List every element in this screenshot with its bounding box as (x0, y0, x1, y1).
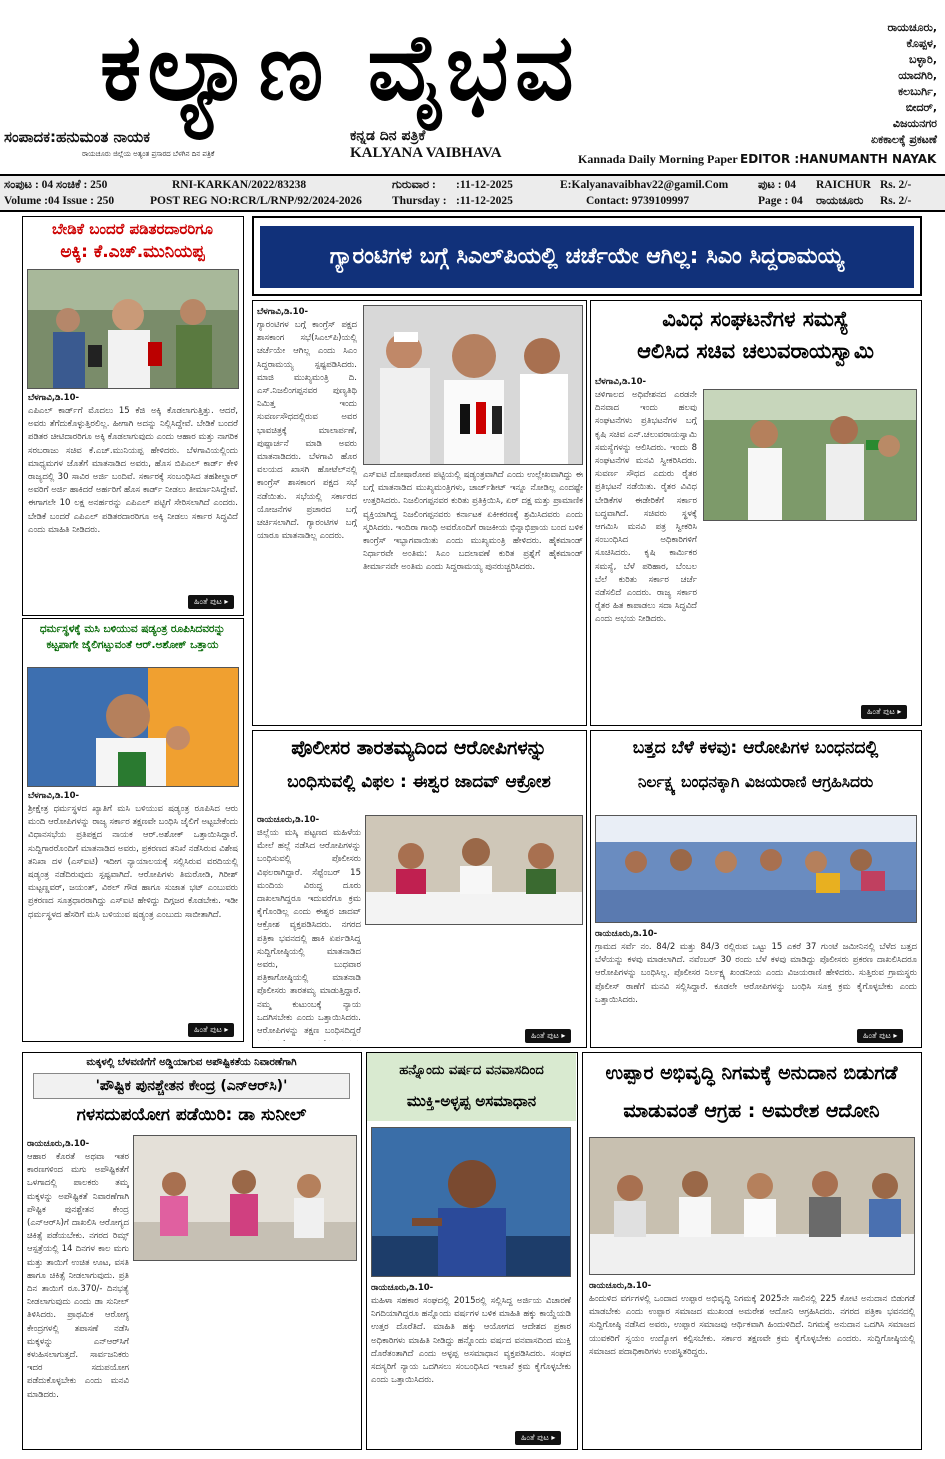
daily-label-english: KALYANA VAIBHAVA (350, 145, 502, 161)
editor-name-english: EDITOR :HANUMANTH NAYAK (740, 152, 937, 166)
article-body: ಶ್ರೀಕ್ಷೇತ್ರ ಧರ್ಮಸ್ಥಳದ ಖ್ಯಾತಿಗೆ ಮಸಿ ಬಳಿಯುವ ಷಡ್ಯಂತ್ರ ರೂಪಿಸಿದ ಆರು ಮಂದಿ ಆರೋಪಿಗಳನ್ನು ರಾಜ್ಯ ಸರ್ಕಾರ ತಕ್ಷಣವೇ ಬಂಧಿಸಿ ಜೈಲಿಗೆ ಅಟ್ಟಬೇಕೆಂದು ವಿಧಾನಸಭೆಯ ಪ್ರತಿಪಕ್ಷದ ನಾಯಕ ಆರ್.ಅಶೋಕ್ ಒತ್ತಾಯಿಸಿದ್ದಾರೆ. ಸುದ್ದಿಗಾರರೊಂದಿಗೆ ಮಾತನಾಡಿದ ಅವರು, ಪ್ರಕರಣದ ತನಿಖೆ ನಡೆಸಿರುವ ವಿಶೇಷ ತನಿಖಾ ದಳ (ಎಸ್‌ಐಟಿ) ಇದೀಗ ನ್ಯಾಯಾಲಯಕ್ಕೆ ಸಲ್ಲಿಸಿರುವ ವರದಿಯಲ್ಲಿ ಷಡ್ಯಂತ್ರ ನಡೆದಿರುವುದು ಸ್ಪಷ್ಟವಾಗಿದೆ. ಆರೋಪಿಗಳು ತಿಮರೋಡಿ, ಗಿರೀಶ್ ಮಟ್ಟಣ್ಣವರ್, ಜಯಂತ್, ವಿಠಲ್ ಗೌಡ ಹಾಗೂ ಸುಜಾತ ಭಟ್ ಎಂಬುವರು ಪ್ರಕರಣದ ಸೂತ್ರಧಾರರಾಗಿದ್ದು ಎಸ್‌ಐಟಿ ಹೇಳಿದ್ದು ದಿಗ್ಗಜರ ಕೊಡಬೇಕು. ಇಡೀ ಧರ್ಮಸ್ಥಳದ ಹೆಸರಿಗೆ ಮಸಿ ಬಳಿಯುವ ಷಡ್ಯಂತ್ರ ಎಂಬುದು ಸಾಬೀತಾಗಿದೆ. (28, 804, 238, 920)
volume-english: Volume :04 Issue : 250 (4, 195, 115, 207)
district-item: ಕಲಬುರ್ಗಿ, (898, 85, 937, 98)
continued-marker: ಹಿಂತೆ ಪುಟ ▸ (188, 1023, 234, 1037)
district-item: ಕೊಪ್ಪಳ, (906, 37, 937, 50)
continued-marker: ಹಿಂತೆ ಪುಟ ▸ (861, 705, 907, 719)
day-english: Thursday : (392, 195, 447, 207)
article-nrc (22, 1052, 362, 1450)
info-strip (0, 174, 945, 212)
page-kannada: ಪುಟ : 04 (758, 179, 796, 191)
headline-line: ಅಕ್ಕಿ: ಕೆ.ಎಚ್.ಮುನಿಯಪ್ಪ (60, 242, 205, 262)
district-item: ವಿಜಯನಗರ (892, 117, 937, 130)
dateline: ಬೆಳಗಾವಿ,ಡಿ.10- (28, 393, 80, 403)
headline-line: ಧರ್ಮಸ್ಥಳಕ್ಕೆ ಮಸಿ ಬಳಿಯುವ ಷಡ್ಯಂತ್ರ ರೂಪಿಸಿದವರನ್ನು (39, 623, 226, 635)
speaker-image (372, 1128, 571, 1277)
health-centre-image (134, 1136, 357, 1261)
speaker-image (28, 668, 239, 787)
district-item: ಬಳ್ಳಾರಿ, (909, 53, 937, 66)
city-kannada: ರಾಯಚೂರು (816, 195, 864, 207)
dateline: ರಾಯಚೂರು,ಡಿ.10- (589, 1281, 652, 1291)
photo-ashok (27, 667, 239, 787)
email: E:Kalyanavaibhav22@gamil.Com (560, 179, 729, 191)
headline-line: ಹನ್ನೊಂದು ವರ್ಷದ ವನವಾಸದಿಂದ (399, 1063, 544, 1078)
continued-marker: ಹಿಂತೆ ಪುಟ ▸ (515, 1431, 561, 1445)
city-english: RAICHUR (816, 179, 871, 191)
article-siddaramaiah (252, 300, 587, 726)
dateline: ರಾಯಚೂರು,ಡಿ.10- (257, 815, 320, 825)
article-ashok (22, 618, 244, 1042)
article-body: ಜಿಲ್ಲೆಯ ಮಸ್ಕಿ ಪಟ್ಟಣದ ಮಹಿಳೆಯ ಮೇಲೆ ಹಲ್ಲೆ ನಡೆಸಿದ ಆರೋಪಿಗಳನ್ನು ಬಂಧಿಸುವಲ್ಲಿ ಪೊಲೀಸರು ವಿಫಲರಾಗಿದ್ದಾರೆ. ಸೆಪ್ಟೆಂಬರ್ 15 ಮಂದಿಯ ವಿರುದ್ಧ ದೂರು ದಾಖಲಾಗಿದ್ದರೂ ಇದುವರೆಗೂ ಕ್ರಮ ಕೈಗೊಂಡಿಲ್ಲ ಎಂದು ಈಶ್ವರ ಜಾದವ್ ಆಕ್ರೋಶ ವ್ಯಕ್ತಪಡಿಸಿದರು. ನಗರದ ಪತ್ರಿಕಾ ಭವನದಲ್ಲಿ ಹಾಕಿ ಏರ್ಪಡಿಸಿದ್ದ ಸುದ್ದಿಗೋಷ್ಠಿಯಲ್ಲಿ ಮಾತನಾಡಿದ ಅವರು, ಬುಧವಾರ ಪತ್ರಿಕಾಗೋಷ್ಠಿಯಲ್ಲಿ ಮಾತನಾಡಿ ಪೊಲೀಸರು ತಾರತಮ್ಯ ಮಾಡುತ್ತಿದ್ದಾರೆ. ನಮ್ಮ ಕುಟುಂಬಕ್ಕೆ ನ್ಯಾಯ ಒದಗಿಸಬೇಕು ಎಂದು ಒತ್ತಾಯಿಸಿದರು. ಆರೋಪಿಗಳನ್ನು ತಕ್ಷಣ ಬಂಧಿಸದಿದ್ದರೆ (257, 828, 361, 1037)
dateline: ಬೆಳಗಾವಿ,ಡಿ.10- (257, 307, 309, 317)
panel-press-image (590, 1138, 915, 1275)
photo-nrc (133, 1135, 357, 1261)
headline-line: ಗಳಸದುಪಯೋಗ ಪಡೆಯಿರಿ: ಡಾ ಸುನೀಲ್ (76, 1105, 307, 1125)
date-kannada: :11-12-2025 (456, 179, 513, 191)
headline-line: ನಿರ್ಲಕ್ಷ್ಯ ಬಂಧನಕ್ಕಾಗಿ ವಿಜಯರಾಣಿ ಆಗ್ರಹಿಸಿದರು (637, 773, 874, 791)
paper-title: ಕಲ್ಯಾಣ ವೈಭವ (100, 14, 580, 121)
masthead (0, 0, 945, 170)
headline-line: ವಿವಿಧ ಸಂಘಟನೆಗಳ ಸಮಸ್ಯೆ (662, 307, 849, 331)
postal-reg: POST REG NO:RCR/L/RNP/92/2024-2026 (150, 195, 362, 207)
article-body: ಗ್ಯಾರಂಟಿಗಳ ಬಗ್ಗೆ ಕಾಂಗ್ರೆಸ್ ಪಕ್ಷದ ಶಾಸಕಾಂಗ ಸಭೆ(ಸಿಎಲ್‌ಪಿ)ಯಲ್ಲಿ ಚರ್ಚೆಯೇ ಆಗಿಲ್ಲ ಎಂದು ಸಿಎಂ ಸಿದ್ದರಾಮಯ್ಯ ಸ್ಪಷ್ಟಪಡಿಸಿದರು. ಮಾಜಿ ಮುಖ್ಯಮಂತ್ರಿ ದಿ. ಎಸ್.ನಿಜಲಿಂಗಪ್ಪನವರ ಪುಣ್ಯತಿಥಿ ನಿಮಿತ್ತ ಇಂದು ಸುವರ್ಣಸೌಧದಲ್ಲಿರುವ ಅವರ ಭಾವಚಿತ್ರಕ್ಕೆ ಮಾಲಾರ್ಪಣೆ, ಪುಷ್ಪಾರ್ಚನೆ ಮಾಡಿ ಅವರು ಮಾತನಾಡಿದರು. ಬೆಳಗಾವಿ ಹೊರ ವಲಯದ ಖಾಸಗಿ ಹೋಟೆಲ್‌ನಲ್ಲಿ ಕಾಂಗ್ರೆಸ್ ಶಾಸಕಾಂಗ ಪಕ್ಷದ ಸಭೆ ನಡೆಯಿತು. ಸಭೆಯಲ್ಲಿ ಸರ್ಕಾರದ ಯೋಜನೆಗಳ ಪ್ರಚಾರದ ಬಗ್ಗೆ ಚರ್ಚಿಸಲಾಗಿದೆ. ಗ್ಯಾರಂಟಿಗಳ ಬಗ್ಗೆ ಯಾರೂ ಮಾತನಾಡಿಲ್ಲ ಎಂದರು. (257, 320, 357, 542)
rni-number: RNI-KARKAN/2022/83238 (172, 179, 307, 191)
headline-line: ಬೇಡಿಕೆ ಬಂದರೆ ಪಡಿತರದಾರರಿಗೂ (52, 220, 213, 238)
lead-headline: ಗ್ಯಾರಂಟಿಗಳ ಬಗ್ಗೆ ಸಿಎಲ್‌ಪಿಯಲ್ಲಿ ಚರ್ಚೆಯೇ ಆಗಿಲ್ಲ: ಸಿಎಂ ಸಿದ್ದರಾಮಯ್ಯ (260, 226, 914, 288)
district-item: ರಾಯಚೂರು, (887, 21, 937, 34)
page-english: Page : 04 (758, 195, 803, 207)
article-allappa (366, 1052, 578, 1450)
group-press-image (596, 816, 917, 923)
price: Rs. 2/- (880, 195, 912, 207)
lead-headline-box (252, 216, 922, 296)
district-item: ಯಾದಗಿರಿ, (898, 69, 937, 82)
photo-siddaramaiah (363, 305, 583, 465)
headline-line: ಬತ್ತದ ಬೆಳೆ ಕಳವು: ಆರೋಪಿಗಳ ಬಂಧನದಲ್ಲಿ (632, 738, 879, 758)
contact: Contact: 9739109997 (586, 195, 690, 207)
photo-chaluvarayaswamy (703, 389, 917, 521)
headline-line: ಆಲಿಸಿದ ಸಚಿವ ಚಲುವರಾಯಸ್ವಾಮಿ (637, 339, 874, 363)
headline-line: 'ಪೌಷ್ಟಿಕ ಪುನಶ್ಚೇತನ ಕೇಂದ್ರ (ಎನ್‌ಆರ್‌ಸಿ)' (33, 1073, 350, 1099)
district-item: ಬೀದರ್, (905, 101, 937, 114)
headline-line: ಮುಕ್ತಿ-ಅಳ್ಳಪ್ಪ ಅಸಮಾಧಾನ (406, 1092, 537, 1110)
dateline: ರಾಯಚೂರು,ಡಿ.10- (595, 929, 658, 939)
article-body: ಮಹಿಳಾ ಸಹಕಾರ ಸಂಘದಲ್ಲಿ 2015ರಲ್ಲಿ ಸಲ್ಲಿಸಿದ್ದ ಅರ್ಜಿಯ ವಿಚಾರಣೆ ನಿಗದಿಯಾಗಿದ್ದರೂ ಹನ್ನೊಂದು ವರ್ಷಗಳ ಬಳಿಕ ಮಾಹಿತಿ ಹಕ್ಕು ಕಾಯ್ದೆಯಡಿ ಉತ್ತರ ದೊರೆತಿದೆ. ಮಾಹಿತಿ ಹಕ್ಕು ಆಯೋಗದ ಆದೇಶದ ಪ್ರಕಾರ ಅಧಿಕಾರಿಗಳು ಮಾಹಿತಿ ನೀಡಿದ್ದು ಹನ್ನೊಂದು ವರ್ಷದ ವನವಾಸದಿಂದ ಮುಕ್ತಿ ದೊರೆತಂತಾಗಿದೆ ಎಂದು ಅಳ್ಳಪ್ಪ ಅಸಮಾಧಾನ ವ್ಯಕ್ತಪಡಿಸಿದರು. ಸಂಘದ ಸದಸ್ಯರಿಗೆ ನ್ಯಾಯ ಒದಗಿಸಲು ಸಂಬಂಧಿಸಿದ ಇಲಾಖೆ ಕ್ರಮ ಕೈಗೊಳ್ಳಬೇಕು ಎಂದು ಒತ್ತಾಯಿಸಿದರು. (371, 1296, 571, 1386)
date-english: :11-12-2025 (456, 195, 513, 207)
district-item: ಏಕಕಾಲಕ್ಕೆ ಪ್ರಕಟಣೆ (871, 133, 937, 146)
press-crowd-image (28, 270, 239, 389)
volume-kannada: ಸಂಪುಟ : 04 ಸಂಚಿಕೆ : 250 (4, 179, 108, 191)
photo-muniyappa (27, 269, 239, 389)
article-eshwar (252, 730, 587, 1048)
article-body: ಗ್ರಾಮದ ಸರ್ವೆ ನಂ. 84/2 ಮತ್ತು 84/3 ರಲ್ಲಿರುವ ಒಟ್ಟು 15 ಎಕರೆ 37 ಗುಂಟೆ ಜಮೀನಿನಲ್ಲಿ ಬೆಳೆದ ಬತ್ತದ ಬೆಳೆಯನ್ನು ಕಳವು ಮಾಡಲಾಗಿದೆ. ನವೆಂಬರ್ 30 ರಂದು ಬೆಳೆ ಕಳವು ಮಾಡಿದ್ದು ಪೊಲೀಸರು ಪ್ರಕರಣ ದಾಖಲಿಸಿದರೂ ಆರೋಪಿಗಳನ್ನು ಬಂಧಿಸಿಲ್ಲ. ಪೊಲೀಸರ ನಿರ್ಲಕ್ಷ್ಯ ಖಂಡನೀಯ ಎಂದು ವಿಜಯರಾಣಿ ಹೇಳಿದರು. ಸುತ್ತಿರುವ ಗ್ರಾಮಸ್ಥರು ಪೊಲೀಸ್ ಠಾಣೆಗೆ ಮನವಿ ಸಲ್ಲಿಸಿದ್ದಾರೆ. ಕೂಡಲೇ ಆರೋಪಿಗಳನ್ನು ಬಂಧಿಸಿ ಸೂಕ್ತ ಕ್ರಮ ಕೈಗೊಳ್ಳಬೇಕು ಎಂದು ಒತ್ತಾಯಿಸಿದರು. (595, 942, 917, 1005)
article-muniyappa (22, 216, 244, 616)
headline-line: ಕಟ್ಟಪಾಗೇ ಜೈಲಿಗಟ್ಟುವಂತೆ ಆರ್.ಅಶೋಕ್ ಒತ್ತಾಯ (46, 639, 219, 651)
article-body: ಚಳಿಗಾಲದ ಅಧಿವೇಶನದ ಎರಡನೇ ದಿನವಾದ ಇಂದು ಹಲವು ಸಂಘಟನೆಗಳು ಪ್ರತಿಭಟನೆಗಳ ಬಗ್ಗೆ ಕೃಷಿ ಸಚಿವ ಎನ್.ಚಲುವರಾಯಸ್ವಾಮಿ ಸಮಸ್ಯೆಗಳನ್ನು ಆಲಿಸಿದರು. ಇಂದು 8 ಸಂಘಟನೆಗಳ ಮನವಿ ಸ್ವೀಕರಿಸಿದರು. ಸುವರ್ಣ ಸೌಧದ ಎದುರು ರೈತರ ಪ್ರತಿಭಟನೆ ನಡೆಯಿತು. ರೈತರ ವಿವಿಧ ಬೇಡಿಕೆಗಳ ಈಡೇರಿಕೆಗೆ ಸರ್ಕಾರ ಬದ್ಧವಾಗಿದೆ. ಸಚಿವರು ಸ್ಥಳಕ್ಕೆ ಆಗಮಿಸಿ ಮನವಿ ಪತ್ರ ಸ್ವೀಕರಿಸಿ ಸಂಬಂಧಿಸಿದ ಅಧಿಕಾರಿಗಳಿಗೆ ಸೂಚಿಸಿದರು. ಕೃಷಿ ಕಾರ್ಮಿಕರ ಸಮಸ್ಯೆ, ಬೆಳೆ ಪರಿಹಾರ, ಬೆಂಬಲ ಬೆಲೆ ಕುರಿತು ಸರ್ಕಾರ ಚರ್ಚೆ ನಡೆಸಲಿದೆ ಎಂದರು. ರಾಜ್ಯ ಸರ್ಕಾರ ರೈತರ ಹಿತ ಕಾಪಾಡಲು ಸದಾ ಸಿದ್ಧವಿದೆ ಎಂದು ಅಭಯ ನೀಡಿದರು. (595, 390, 697, 625)
district-list (812, 20, 937, 148)
dateline: ರಾಯಚೂರು,ಡಿ.10- (27, 1139, 90, 1149)
dateline: ಬೆಳಗಾವಿ,ಡಿ.10- (595, 377, 647, 387)
headline-line: ಉಪ್ಪಾರ ಅಭಿವೃದ್ಧಿ ನಿಗಮಕ್ಕೆ ಅನುದಾನ ಬಿಡುಗಡೆ (605, 1062, 898, 1084)
day-kannada: ಗುರುವಾರ : (392, 179, 436, 191)
press-meet-image (366, 816, 583, 925)
daily-label-kannada: ಕನ್ನಡ ದಿನ ಪತ್ರಿಕೆ (350, 128, 426, 144)
tagline: ರಾಯಚೂರು ಜಿಲ್ಲೆಯ ಅತ್ಯಂತ ಪ್ರಸಾರದ ಬೆಳಗಿನ ದಿನ ಪತ್ರಿಕೆ (82, 150, 215, 158)
price: Rs. 2/- (880, 179, 912, 191)
headline-line: ಮಾಡುವಂತೆ ಆಗ್ರಹ : ಅಮರೇಶ ಆದೋನಿ (623, 1100, 880, 1122)
headline-line: ಮಕ್ಕಳಲ್ಲಿ ಬೆಳವಣಿಗೆಗೆ ಅಡ್ಡಿಯಾಗುವ ಅಪೌಷ್ಟಿಕತೆಯ ನಿವಾರಣೆಗಾಗಿ (86, 1057, 297, 1068)
continued-marker: ಹಿಂತೆ ಪುಟ ▸ (525, 1029, 571, 1043)
editor-name-kannada: ಸಂಪಾದಕ:ಹನುಮಂತ ನಾಯಕ (4, 128, 150, 146)
continued-marker: ಹಿಂತೆ ಪುಟ ▸ (188, 595, 234, 609)
photo-eshwar (365, 815, 583, 925)
photo-amaresh (589, 1137, 915, 1275)
morning-paper-label: Kannada Daily Morning Paper (578, 152, 738, 166)
continued-marker: ಹಿಂತೆ ಪುಟ ▸ (857, 1029, 903, 1043)
article-vijayarani (590, 730, 922, 1048)
article-body: ಆಹಾರ ಕೊರತೆ ಅಥವಾ ಇತರ ಕಾರಣಗಳಿಂದ ಮಗು ಅಪೌಷ್ಟಿಕತೆಗೆ ಒಳಗಾದಲ್ಲಿ ಪಾಲಕರು ತಮ್ಮ ಮಕ್ಕಳನ್ನು ಅಪೌಷ್ಟಿಕತೆ ನಿವಾರಣೆಗಾಗಿ ಪೌಷ್ಟಿಕ ಪುನಶ್ಚೇತನ ಕೇಂದ್ರ (ಎನ್‌ಆರ್‌ಸಿ)ಗೆ ದಾಖಲಿಸಿ ಆರೋಗ್ಯದ ಚಿಕಿತ್ಸೆ ಪಡೆಯಬೇಕು. ನಗರದ ರಿಮ್ಸ್ ಆಸ್ಪತ್ರೆಯಲ್ಲಿ 14 ದಿನಗಳ ಕಾಲ ಮಗು ಮತ್ತು ತಾಯಿಗೆ ಉಚಿತ ಊಟ, ವಸತಿ ಹಾಗೂ ಚಿಕಿತ್ಸೆ ನೀಡಲಾಗುವುದು. ಪ್ರತಿ ದಿನ ತಾಯಿಗೆ ರೂ.370/- ದಿನಭತ್ಯೆ ನೀಡಲಾಗುವುದು ಎಂದು ಡಾ ಸುನೀಲ್ ತಿಳಿಸಿದರು. ಪ್ರಾಥಮಿಕ ಆರೋಗ್ಯ ಕೇಂದ್ರಗಳಲ್ಲಿ ತಪಾಸಣೆ ನಡೆಸಿ ಮಕ್ಕಳನ್ನು ಎನ್‌ಆರ್‌ಸಿಗೆ ಕಳುಹಿಸಲಾಗುತ್ತದೆ. ಸಾರ್ವಜನಿಕರು ಇದರ ಸದುಪಯೋಗ ಪಡೆದುಕೊಳ್ಳಬೇಕು ಎಂದು ಮನವಿ ಮಾಡಿದರು. (27, 1152, 129, 1400)
dateline: ರಾಯಚೂರು,ಡಿ.10- (371, 1283, 434, 1293)
article-body: ಹಿಂದುಳಿದ ವರ್ಗಗಳಲ್ಲಿ ಒಂದಾದ ಉಪ್ಪಾರ ಅಭಿವೃದ್ಧಿ ನಿಗಮಕ್ಕೆ 2025ನೇ ಸಾಲಿನಲ್ಲಿ 225 ಕೋಟಿ ಅನುದಾನ ಬಿಡುಗಡೆ ಮಾಡಬೇಕು ಎಂದು ಉಪ್ಪಾರ ಸಮಾಜದ ಮುಖಂಡ ಅಮರೇಶ ಆದೋನಿ ಆಗ್ರಹಿಸಿದರು. ನಗರದ ಪತ್ರಿಕಾ ಭವನದಲ್ಲಿ ಸುದ್ದಿಗೋಷ್ಠಿ ನಡೆಸಿದ ಅವರು, ಉಪ್ಪಾರ ಸಮಾಜವು ಆರ್ಥಿಕವಾಗಿ ಹಿಂದುಳಿದಿದೆ. ನಿಗಮಕ್ಕೆ ಅನುದಾನ ಒದಗಿಸಿ ಸಮಾಜದ ಯುವಕರಿಗೆ ಸ್ವಯಂ ಉದ್ಯೋಗ ಕಲ್ಪಿಸಬೇಕು. ಸರ್ಕಾರ ತಕ್ಷಣವೇ ಕ್ರಮ ಕೈಗೊಳ್ಳಬೇಕು ಎಂದರು. ಸುದ್ದಿಗೋಷ್ಠಿಯಲ್ಲಿ ಸಮಾಜದ ಪದಾಧಿಕಾರಿಗಳು ಉಪಸ್ಥಿತರಿದ್ದರು. (589, 1294, 915, 1357)
headline-line: ಬಂಧಿಸುವಲ್ಲಿ ವಿಫಲ : ಈಶ್ವರ ಜಾದವ್ ಆಕ್ರೋಶ (287, 772, 551, 792)
article-body: ಎಪಿಎಲ್ ಕಾರ್ಡ್‌ಗೆ ಮೊದಲು 15 ಕೆಜಿ ಅಕ್ಕಿ ಕೊಡಲಾಗುತ್ತಿತ್ತು. ಆದರೆ, ಅವರು ತೆಗೆದುಕೊಳ್ಳುತ್ತಿರಲಿಲ್ಲ. ಹೀಗಾಗಿ ಅದನ್ನು ನಿಲ್ಲಿಸಿದ್ದೇವೆ. ಬೇಡಿಕೆ ಬಂದರೆ ಪಡಿತರ ಚೀಟಿದಾರರಿಗೂ ಅಕ್ಕಿ ಕೊಡಲಾಗುವುದು ಎಂದು ಆಹಾರ ಮತ್ತು ನಾಗರಿಕ ಸರಬರಾಜು ಸಚಿವ ಕೆ.ಎಚ್.ಮುನಿಯಪ್ಪ ಹೇಳಿದರು. ಬೆಳಗಾವಿಯಲ್ಲಿಂದು ಮಾಧ್ಯಮಗಳ ಜೊತೆಗೆ ಮಾತನಾಡಿದ ಅವರು, ಹೊಸ ಬಿಪಿಎಲ್ ಕಾರ್ಡ್ ಕೇಳಿ ರಾಜ್ಯದಲ್ಲಿ 30 ಸಾವಿರ ಅರ್ಜಿ ಬಂದಿವೆ. ಸರ್ಕಾರಕ್ಕೆ ಸಂಬಂಧಿಸಿದ ತಹಶೀಲ್ದಾರ್ ಅವರಿಗೆ ಅರ್ಜಿ ಹಾಕಿದರೆ ಅರ್ಹರಿಗೆ ಹೊಸ ಕಾರ್ಡ್ ನೀಡಲು ತೀರ್ಮಾನಿಸಿದ್ದೇವೆ. ಈಗಾಗಲೇ 10 ಲಕ್ಷ ಅನರ್ಹರನ್ನು ಎಪಿಎಲ್ ಪಟ್ಟಿಗೆ ಸೇರಿಸಲಾಗಿದೆ ಎಂದರು. ಬೇಡಿಕೆ ಬಂದರೆ ಎಪಿಎಲ್ ಪಡಿತರದಾರರಿಗೂ ಅಕ್ಕಿ ನೀಡಲು ಸರ್ಕಾರ ಸಿದ್ಧವಿದೆ ಎಂದು ಮಾಹಿತಿ ನೀಡಿದರು. (28, 406, 238, 535)
headline-line: ಪೊಲೀಸರ ತಾರತಮ್ಯದಿಂದ ಆರೋಪಿಗಳನ್ನು (291, 737, 547, 759)
photo-vijayarani (595, 815, 917, 923)
article-chaluvarayaswamy (590, 300, 922, 726)
dateline: ಬೆಳಗಾವಿ,ಡಿ.10- (28, 791, 80, 801)
article-amaresh (582, 1052, 922, 1450)
press-conference-image (364, 306, 583, 465)
protest-meeting-image (704, 390, 917, 521)
photo-allappa (371, 1127, 571, 1277)
article-body: ಎಸ್‌ಐಟಿ ದೋಷಾರೋಪ ಪಟ್ಟಿಯಲ್ಲಿ ಷಡ್ಯಂತ್ರವಾಗಿದೆ ಎಂದು ಉಲ್ಲೇಖವಾಗಿದ್ದು ಈ ಬಗ್ಗೆ ಮಾತನಾಡಿದ ಮುಖ್ಯಮಂತ್ರಿಗಳು, ಚಾರ್ಜ್‌ಶೀಟ್ ಇನ್ನೂ ನೋಡಿಲ್ಲ ಎಂದಷ್ಟೇ ಉತ್ತರಿಸಿದರು. ನಿಜಲಿಂಗಪ್ಪನವರ ಕುರಿತು ಪ್ರತಿಕ್ರಿಯಿಸಿ, ಏರ್ ದಕ್ಷ ಮತ್ತು ಪ್ರಾಮಾಣಿಕ ವ್ಯಕ್ತಿಯಾಗಿದ್ದ ನಿಜಲಿಂಗಪ್ಪನವರು ಕರ್ನಾಟಕ ಏಕೀಕರಣಕ್ಕೆ ಶ್ರಮಿಸಿದವರು ಎಂದು ಸ್ಮರಿಸಿದರು. ಇಂದಿರಾ ಗಾಂಧಿ ಅವರೊಂದಿಗೆ ರಾಜಕೀಯ ಭಿನ್ನಾಭಿಪ್ರಾಯ ಬಂದ ಬಳಿಕ ಕಾಂಗ್ರೆಸ್ ಇಬ್ಭಾಗವಾಯಿತು ಎಂದು ಮುಖ್ಯಮಂತ್ರಿ ಹೇಳಿದರು. ಹೈಕಮಾಂಡ್ ನಿರ್ಧಾರವೇ ಅಂತಿಮ: ಸಿಎಂ ಬದಲಾವಣೆ ಕುರಿತ ಪ್ರಶ್ನೆಗೆ ಹೈಕಮಾಂಡ್ ತೀರ್ಮಾನವೇ ಅಂತಿಮ ಎಂದು ಸಿದ್ದರಾಮಯ್ಯ ಪುನರುಚ್ಚರಿಸಿದರು. (363, 470, 583, 573)
